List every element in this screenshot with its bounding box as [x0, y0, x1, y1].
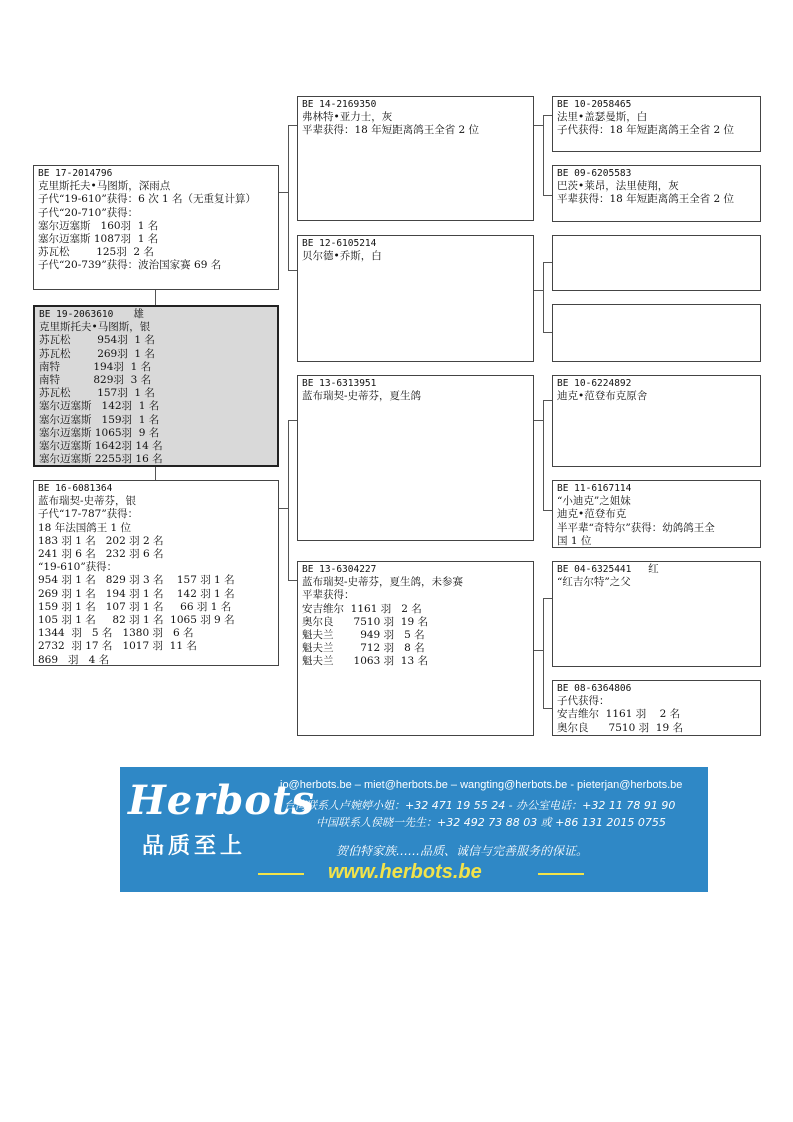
ring-number: BE 13-6304227	[302, 564, 377, 575]
decorative-line	[538, 873, 584, 875]
connector	[543, 332, 552, 333]
connector	[543, 400, 552, 401]
connector	[533, 290, 543, 291]
ring-number: BE 09-6205583	[557, 168, 632, 179]
connector	[543, 262, 552, 263]
connector	[278, 508, 288, 509]
connector	[543, 115, 544, 195]
pigeon-details: 法里•盖瑟曼斯，白 子代获得：18 年短距离鸽王全省 2 位	[557, 111, 735, 137]
connector	[155, 290, 156, 306]
connector	[543, 598, 544, 708]
connector	[543, 195, 552, 196]
sire-box	[33, 165, 279, 290]
sire-dam-box	[297, 235, 534, 362]
ring-number: BE 08-6364806	[557, 683, 632, 694]
dss-box	[552, 375, 761, 467]
pigeon-details: 蓝布瑞契-史蒂芬，银 子代“17-787”获得： 18 年法国鸽王 1 位 183 羽 1 名 202 羽 2 名 241 羽 6 名 232 羽 6 名 “19-610”获得： 954 羽 1 名 829 羽 3 名 157 羽 1 名 269 羽 1 名 194 羽 1 名 142 羽 1 名 159 羽 1 名 107 羽 1 名 66 羽 1 名 105 羽 1 名 82 羽 1 名 1065 羽 9 名 1344 羽 5 名 1380 羽 6 名 2732 羽 17 名 1017 羽 11 名 869 羽 4 名	[38, 495, 235, 666]
pigeon-details: “小迪克”之姐妹 迪克•范登布克 半平辈“奇特尔”获得：幼鸽鸽王全 国 1 位	[557, 495, 715, 547]
ring-number: BE 13-6313951	[302, 378, 377, 389]
herbots-logo: Herbots	[128, 777, 315, 824]
pigeon-details: 蓝布瑞契-史蒂芬，夏生鸽，未参赛 平辈获得： 安吉维尔 1161 羽 2 名 奥尔良 7510 羽 19 名 魁夫兰 949 羽 5 名 魁夫兰 712 羽 8 名 魁夫兰 1063 羽 13 名	[302, 576, 464, 668]
herbots-banner	[120, 767, 708, 892]
ring-number: BE 10-2058465	[557, 99, 632, 110]
pigeon-details: 克里斯托夫•马图斯，深雨点 子代“19-610”获得：6 次 1 名（无重复计算） 子代“20-710”获得： 塞尔迈塞斯 160羽 1 名 塞尔迈塞斯 1087羽 1 名 苏瓦松 125羽 2 名 子代“20-739”获得：波治国家赛 69 名	[38, 180, 257, 272]
ring-number: BE 11-6167114	[557, 483, 632, 494]
connector	[533, 650, 543, 651]
pigeon-details: 蓝布瑞契-史蒂芬，夏生鸽	[302, 390, 422, 403]
ring-number: BE 19-2063610	[39, 309, 114, 320]
dam-dam-box	[297, 561, 534, 736]
contact-emails[interactable]: jo@herbots.be – miet@herbots.be – wangting@herbots.be - pieterjan@herbots.be	[280, 779, 683, 791]
ring-number: BE 04-6325441	[557, 564, 632, 575]
pigeon-details: 克里斯托夫•马图斯，银 苏瓦松 954羽 1 名 苏瓦松 269羽 1 名 南特 194羽 1 名 南特 829羽 3 名 苏瓦松 157羽 1 名 塞尔迈塞斯 142羽 1 名 塞尔迈塞斯 159羽 1 名 塞尔迈塞斯 1065羽 9 名 塞尔迈塞斯 1642羽 14 名 塞尔迈塞斯 2255羽 16 名	[39, 321, 163, 466]
connector	[543, 708, 552, 709]
dam-sire-box	[297, 375, 534, 541]
connector	[278, 192, 288, 193]
color-label: 红	[648, 563, 659, 575]
connector	[543, 400, 544, 510]
sds-box	[552, 235, 761, 291]
pigeon-details: “红吉尔特”之父	[557, 576, 631, 589]
website-link[interactable]: www.herbots.be	[328, 861, 482, 883]
sdd-box	[552, 304, 761, 362]
ring-number: BE 16-6081364	[38, 483, 113, 494]
connector	[288, 125, 289, 270]
connector	[543, 598, 552, 599]
sss-box	[552, 96, 761, 152]
sex-label: 雄	[133, 308, 144, 320]
dds-box	[552, 561, 761, 667]
pigeon-details: 弗林特•亚力士，灰 平辈获得：18 年短距离鸽王全省 2 位	[302, 111, 480, 137]
pigeon-details: 贝尔德•乔斯，白	[302, 250, 382, 263]
ring-number: BE 17-2014796	[38, 168, 113, 179]
sire-sire-box	[297, 96, 534, 221]
connector	[543, 262, 544, 332]
connector	[533, 125, 543, 126]
connector	[543, 510, 552, 511]
decorative-line	[258, 873, 304, 875]
ddd-box	[552, 680, 761, 736]
ssd-box	[552, 165, 761, 222]
dam-box	[33, 480, 279, 666]
pigeon-details: 巴茨•莱昂，法里使翔，灰 平辈获得：18 年短距离鸽王全省 2 位	[557, 180, 735, 206]
subject-box	[33, 305, 279, 467]
connector	[288, 420, 289, 580]
connector	[533, 420, 543, 421]
contact-china: 中国联系人侯晓一先生：+32 492 73 88 03 或 +86 131 2015 0755	[316, 816, 666, 829]
ring-number: BE 14-2169350	[302, 99, 377, 110]
ring-number: BE 10-6224892	[557, 378, 632, 389]
pigeon-details: 子代获得： 安吉维尔 1161 羽 2 名 奥尔良 7510 羽 19 名	[557, 695, 683, 734]
slogan: 品质至上	[142, 834, 247, 859]
connector	[155, 466, 156, 481]
tagline: 贺伯特家族……品质、诚信与完善服务的保证。	[336, 844, 589, 858]
contact-taiwan: 台湾联系人卢婉婷小姐：+32 471 19 55 24 - 办公室电话：+32 11 78 91 90	[284, 799, 676, 812]
ring-number: BE 12-6105214	[302, 238, 377, 249]
pigeon-details: 迪克•范登布克原舍	[557, 390, 648, 403]
dsd-box	[552, 480, 761, 548]
connector	[543, 115, 552, 116]
